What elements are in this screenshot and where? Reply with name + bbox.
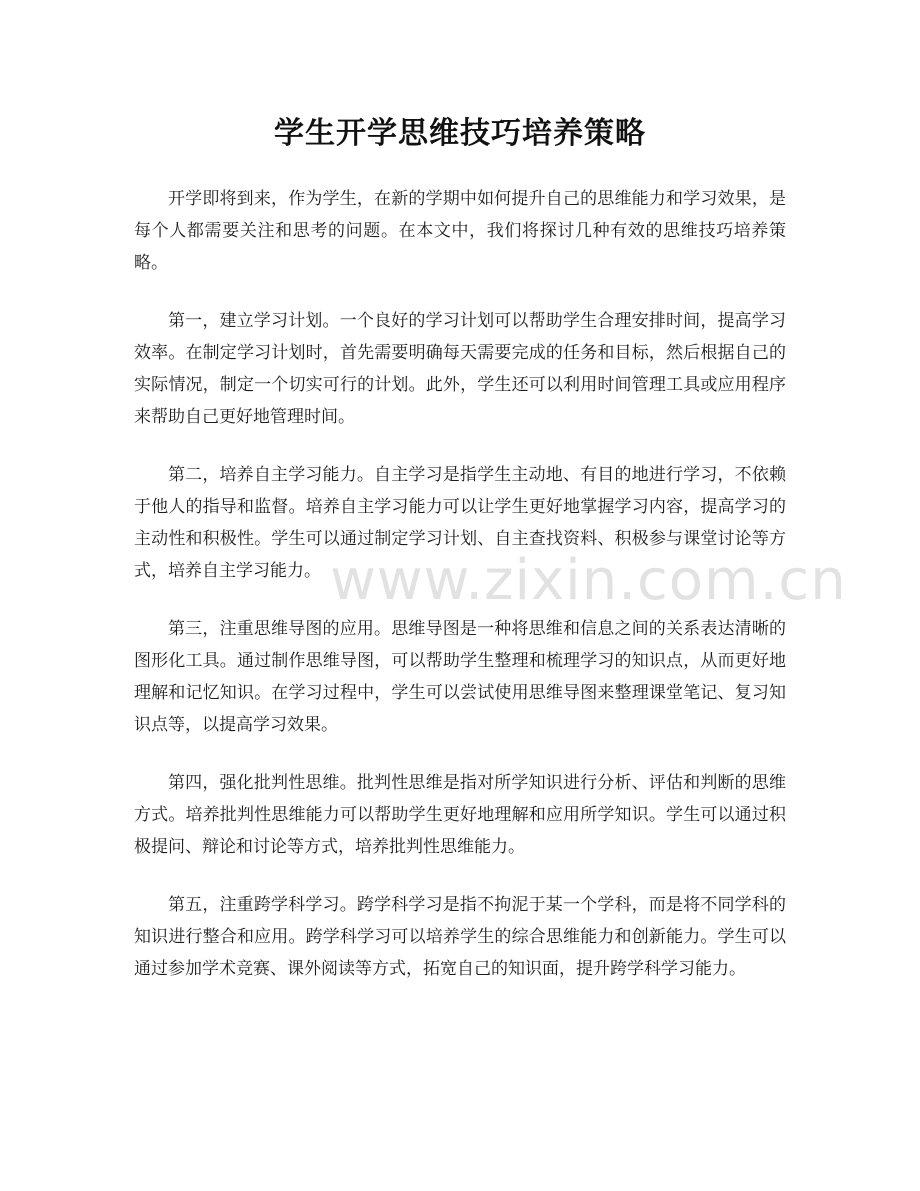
paragraph-first: 第一，建立学习计划。一个良好的学习计划可以帮助学生合理安排时间，提高学习效率。在制定学习计划时，首先需要明确每天需要完成的任务和目标，然后根据自己的实际情况，制定一个切实可行的计划。此外，学生还可以利用时间管理工具或应用程序来帮助自己更好地管理时间。: [134, 311, 786, 427]
paragraph-second: 第二，培养自主学习能力。自主学习是指学生主动地、有目的地进行学习，不依赖于他人的指导和监督。培养自主学习能力可以让学生更好地掌握学习内容，提高学习的主动性和积极性。学生可以通过制定学习计划、自主查找资料、积极参与课堂讨论等方式，培养自主学习能力。: [134, 465, 786, 581]
paragraph-fifth: 第五，注重跨学科学习。跨学科学习是指不拘泥于某一个学科，而是将不同学科的知识进行整合和应用。跨学科学习可以培养学生的综合思维能力和创新能力。学生可以通过参加学术竞赛、课外阅读等方式，拓宽自己的知识面，提升跨学科学习能力。: [134, 895, 786, 979]
document-title: 学生开学思维技巧培养策略: [274, 116, 646, 151]
document-body: [134, 183, 786, 1011]
paragraph-intro: 开学即将到来，作为学生，在新的学期中如何提升自己的思维能力和学习效果，是每个人都需要关注和思考的问题。在本文中，我们将探讨几种有效的思维技巧培养策略。: [134, 189, 786, 273]
paragraph-third: 第三，注重思维导图的应用。思维导图是一种将思维和信息之间的关系表达清晰的图形化工具。通过制作思维导图，可以帮助学生整理和梳理学习的知识点，从而更好地理解和记忆知识。在学习过程中，学生可以尝试使用思维导图来整理课堂笔记、复习知识点等，以提高学习效果。: [134, 619, 786, 735]
watermark: www.zixin.com.cn: [330, 548, 847, 613]
paragraph-fourth: 第四，强化批判性思维。批判性思维是指对所学知识进行分析、评估和判断的思维方式。培养批判性思维能力可以帮助学生更好地理解和应用所学知识。学生可以通过积极提问、辩论和讨论等方式，培养批判性思维能力。: [134, 773, 786, 857]
